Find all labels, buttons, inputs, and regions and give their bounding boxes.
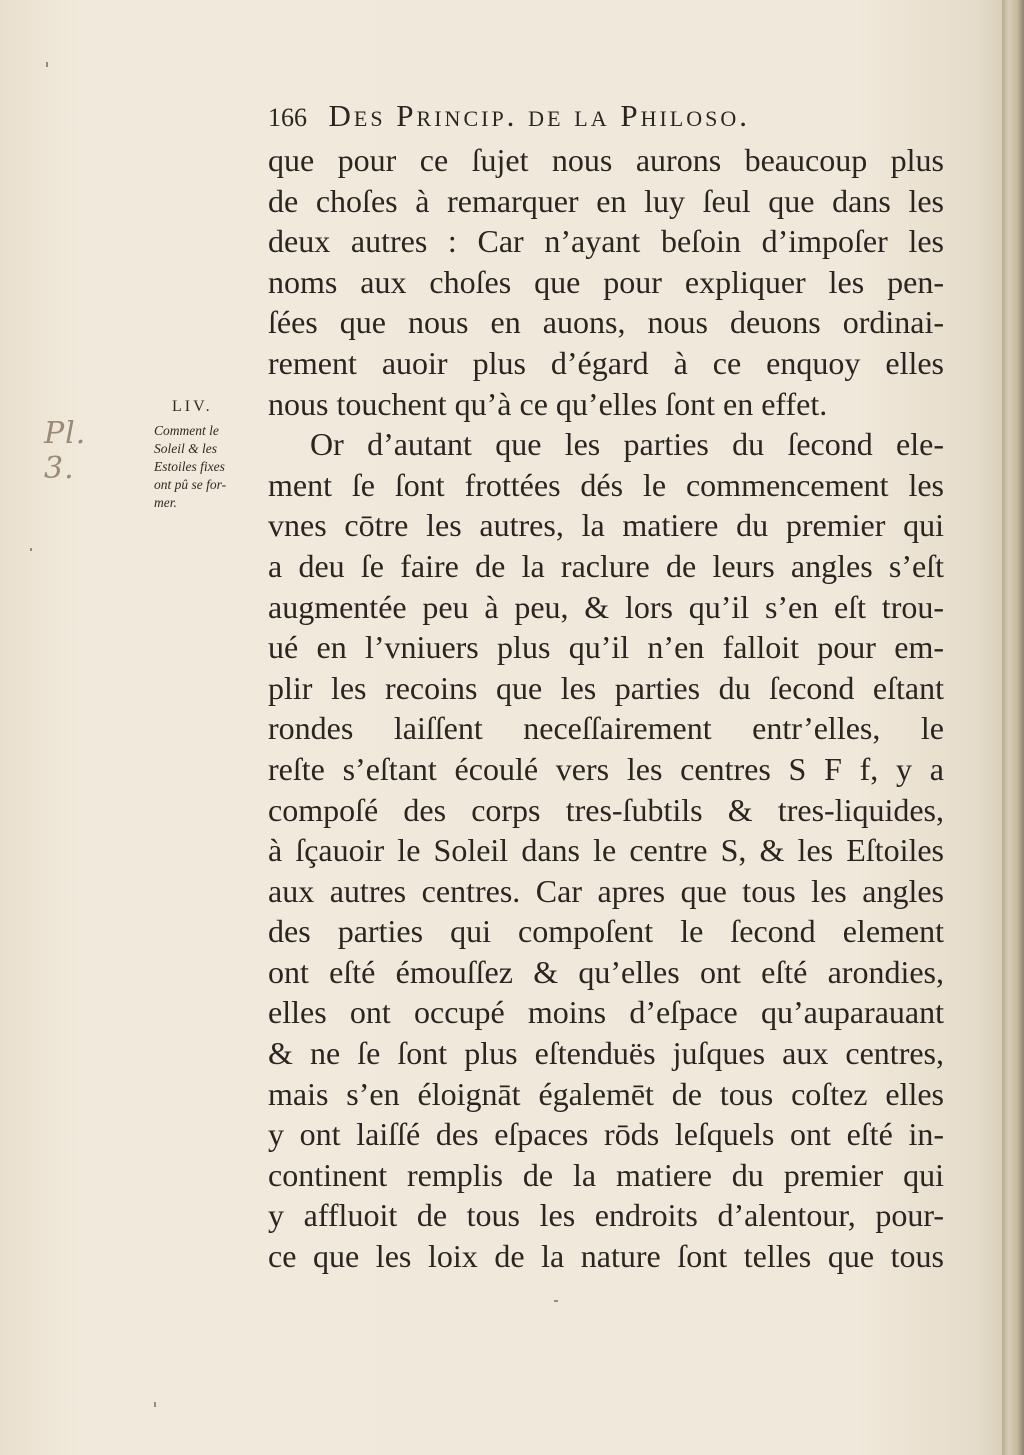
running-head: [268, 98, 908, 138]
running-title: Des Princip. de la Philoso.: [328, 98, 750, 133]
body-text: [268, 140, 944, 1277]
text-line: nous touchent qu’à ce qu’elles ſont en effet.: [268, 385, 828, 422]
paper-speck: [154, 1402, 156, 1407]
margin-note-line: Soleil & les: [154, 441, 217, 456]
text-line: plir les recoins que les parties du ſecond eſtant: [268, 669, 944, 706]
paper-speck: [30, 548, 32, 551]
text-line: ment ſe ſont frottées dés le commencement les: [268, 466, 944, 503]
text-line: ſées que nous en auons, nous deuons ordinai-: [268, 304, 944, 341]
text-line: augmentée peu à peu, & lors qu’il s’en eſt trou-: [268, 588, 944, 625]
margin-note-line: ont pû se for-: [154, 477, 227, 492]
text-line: que pour ce ſujet nous aurons beaucoup plus: [268, 142, 944, 178]
text-line: rement auoir plus d’égard à ce enquoy elles: [268, 344, 944, 381]
text-line: compoſé des corps tres-ſubtils & tres-liquides,: [268, 791, 944, 828]
margin-note-line: Comment le: [154, 423, 219, 438]
text-line: a deu ſe faire de la raclure de leurs angles s’eſt: [268, 547, 944, 584]
text-line: mais s’en éloignāt égalemēt de tous coſtez elles: [268, 1075, 944, 1112]
text-line: à ſçauoir le Soleil dans le centre S, & les Eſtoiles: [268, 832, 944, 869]
section-number: LIV.: [172, 398, 213, 415]
paper-speck: [46, 62, 48, 67]
text-line: ué en l’vniuers plus qu’il n’en falloit pour em-: [268, 629, 944, 666]
text-line: ont eſté émouſſez & qu’elles ont eſté arondies,: [268, 953, 944, 990]
text-line: y ont laiſſé des eſpaces rōds leſquels ont eſté in-: [268, 1116, 944, 1153]
text-line: rondes laiſſent neceſſairement entr’elles, le: [268, 710, 944, 747]
text-line: elles ont occupé moins d’eſpace qu’auparauant: [268, 994, 944, 1031]
paper-speck: [554, 1300, 558, 1302]
adjacent-page-edge: [1002, 0, 1024, 1455]
handwritten-plate-note: Pl. 3.: [44, 416, 87, 486]
text-line: deux autres : Car n’ayant beſoin d’impoſer les: [268, 223, 944, 260]
text-line: reſte s’eſtant écoulé vers les centres S F f, y a: [268, 750, 944, 787]
text-line: de choſes à remarquer en luy ſeul que dans les: [268, 182, 944, 219]
text-line: y affluoit de tous les endroits d’alentour, pour-: [268, 1197, 944, 1234]
text-line: Or d’autant que les parties du ſecond ele-: [310, 426, 944, 463]
text-line: vnes cōtre les autres, la matiere du premier qui: [268, 507, 944, 544]
margin-note: [146, 398, 266, 512]
text-line: & ne ſe ſont plus eſtenduës juſques aux centres,: [268, 1035, 944, 1072]
page-number: 166: [268, 103, 307, 132]
margin-note-line: Estoiles fixes: [154, 459, 225, 474]
text-line: noms aux choſes que pour expliquer les pen-: [268, 263, 944, 300]
text-line: ce que les loix de la nature ſont telles que tous: [268, 1238, 944, 1275]
text-line: continent remplis de la matiere du premier qui: [268, 1156, 944, 1193]
margin-note-line: mer.: [154, 495, 177, 510]
text-line: des parties qui compoſent le ſecond element: [268, 913, 944, 950]
text-line: aux autres centres. Car apres que tous les angles: [268, 872, 944, 909]
